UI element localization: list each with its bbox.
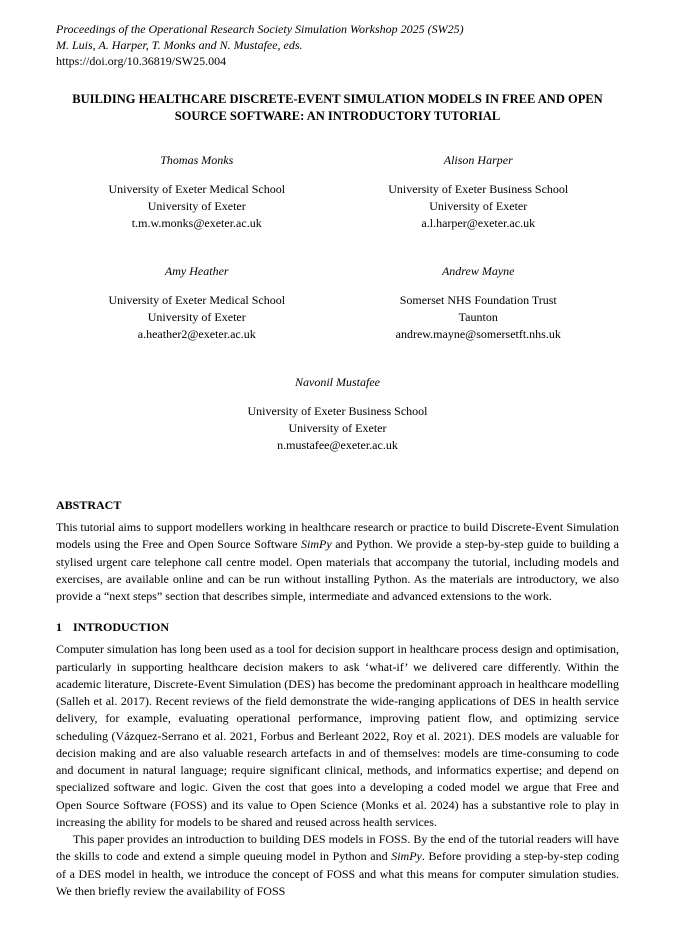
- author-affiliation: [56, 403, 619, 454]
- author-email: a.l.harper@exeter.ac.uk: [421, 216, 536, 230]
- section-number: 1: [56, 620, 62, 635]
- author-block-navonil-mustafee: [56, 374, 619, 454]
- intro-paragraph-2: This paper provides an introduction to building DES models in FOSS. By the end of the tutorial readers will have the skills to code and extend a simple queuing model in Python and SimPy. Before providing a step-by-step coding of a DES model in health, we introduce the concept of FOSS and what this means for computer simulation studies. We then briefly review the availability of FOSS: [56, 832, 620, 898]
- author-name: Alison Harper: [443, 153, 513, 167]
- author-email: a.heather2@exeter.ac.uk: [137, 327, 256, 341]
- abstract-heading: ABSTRACT: [56, 498, 122, 512]
- editors-line: M. Luis, A. Harper, T. Monks and N. Mustafee, eds.: [56, 38, 303, 52]
- paper-title: BUILDING HEALTHCARE DISCRETE-EVENT SIMULATION MODELS IN FREE AND OPEN SOURCE SOFTWARE: AN INTRODUCTORY TUTORIAL: [72, 92, 603, 123]
- section-title: INTRODUCTION: [73, 620, 170, 635]
- author-name: Navonil Mustafee: [295, 375, 380, 389]
- authors-section: [56, 152, 619, 454]
- author-affiliation: [338, 292, 620, 343]
- author-affiliation: [56, 181, 338, 232]
- author-block-thomas-monks: [56, 152, 338, 232]
- author-affiliation-line-2: University of Exeter: [429, 199, 528, 213]
- author-row-1: [56, 152, 619, 232]
- author-name: Amy Heather: [164, 264, 229, 278]
- author-affiliation-line-2: Taunton: [458, 310, 498, 324]
- abstract-text: This tutorial aims to support modellers working in healthcare research or practice to build Discrete-Event Simulation models using the Free and Open Source Software SimPy and Python. We provide a step-by-step guide to building a stylised urgent care telephone call centre model. Open materials that accompany the tutorial, including models and exercises, are available online and can be run without installing Python. As the materials are introductory, we also provide a “next steps” section that describes simple, intermediate and advanced extensions to the work.: [56, 520, 620, 603]
- author-affiliation: [56, 292, 338, 343]
- author-affiliation-line-2: University of Exeter: [288, 421, 387, 435]
- author-row-3: [56, 374, 619, 454]
- author-affiliation-line-1: University of Exeter Medical School: [108, 182, 286, 196]
- author-affiliation-line-2: University of Exeter: [147, 310, 246, 324]
- author-block-alison-harper: [338, 152, 620, 232]
- author-block-andrew-mayne: [338, 263, 620, 343]
- doi-line: https://doi.org/10.36819/SW25.004: [56, 54, 227, 68]
- author-email: andrew.mayne@somersetft.nhs.uk: [395, 327, 561, 341]
- author-email: t.m.w.monks@exeter.ac.uk: [131, 216, 262, 230]
- author-affiliation-line-2: University of Exeter: [147, 199, 246, 213]
- author-row-2: [56, 263, 619, 343]
- proceedings-line: Proceedings of the Operational Research Society Simulation Workshop 2025 (SW25): [56, 22, 464, 36]
- author-affiliation-line-1: University of Exeter Medical School: [108, 293, 286, 307]
- author-affiliation: [338, 181, 620, 232]
- author-affiliation-line-1: Somerset NHS Foundation Trust: [399, 293, 557, 307]
- author-affiliation-line-1: University of Exeter Business School: [247, 404, 428, 418]
- author-affiliation-line-1: University of Exeter Business School: [388, 182, 569, 196]
- front-matter: [56, 21, 619, 69]
- author-name: Thomas Monks: [160, 153, 234, 167]
- author-email: n.mustafee@exeter.ac.uk: [277, 438, 398, 452]
- intro-paragraph-1: Computer simulation has long been used as a tool for decision support in healthcare process design and optimisation, particularly in supporting healthcare decision makers to ask ‘what-if’ we delivered care differently. Within the academic literature, Discrete-Event Simulation (DES) has become the predominant approach in healthcare modelling (Salleh et al. 2017). Recent reviews of the field demonstrate the wide-ranging applications of DES in health service delivery, for example, evaluating operational performance, improving patient flow, and optimizing service scheduling (Vázquez-Serrano et al. 2021, Forbus and Berleant 2022, Roy et al. 2021). DES models are valuable for decision making and are also valuable research artefacts in and of themselves: models are time-consuming to code and document in natural language; require significant clinical, methods, and informatics expertise; and depend on specialized software and logic. Given the cost that goes into a developing a coded model we argue that Free and Open Source Software (FOSS) and its value to Open Science (Monks et al. 2024) has a substantive role to play in increasing the ability for models to be shared and reused across health services.: [56, 642, 619, 829]
- author-block-amy-heather: [56, 263, 338, 343]
- author-name: Andrew Mayne: [441, 264, 515, 278]
- introduction-heading: [56, 619, 619, 635]
